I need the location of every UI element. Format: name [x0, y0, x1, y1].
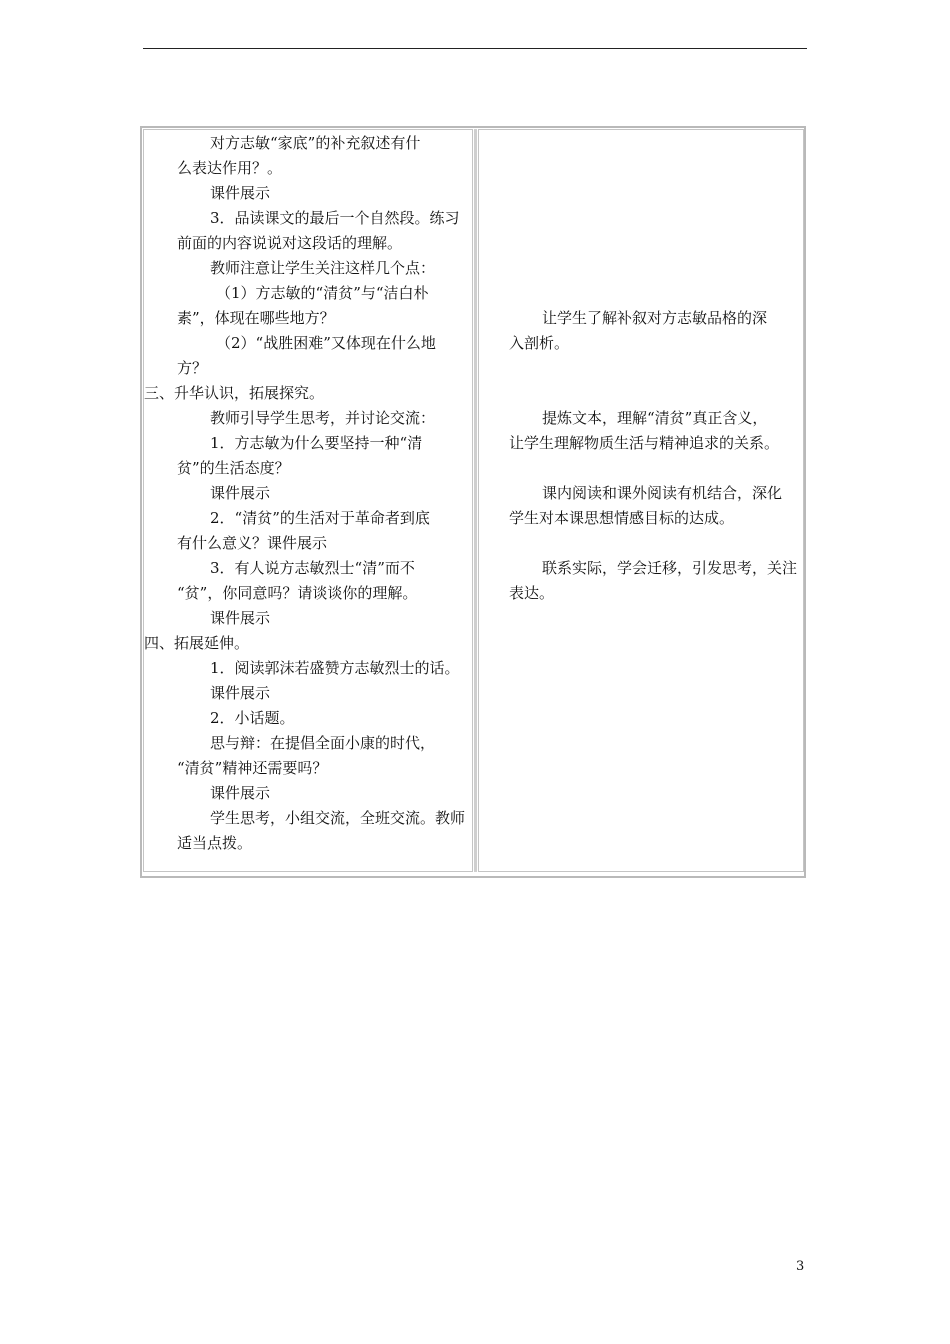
text-line: 对方志敏“家底”的补充叙述有什 [210, 134, 421, 152]
text-line: 课内阅读和课外阅读有机结合，深化 [542, 484, 783, 502]
text-line: 教师注意让学生关注这样几个点： [210, 259, 436, 277]
text-line: 1．方志敏为什么要坚持一种“清 [210, 434, 423, 452]
text-line: 思与辩：在提倡全面小康的时代， [210, 734, 436, 752]
text-line: 课件展示 [210, 609, 271, 627]
text-line: 教师引导学生思考，并讨论交流： [210, 409, 436, 427]
text-line: 适当点拨。 [177, 834, 253, 852]
text-line: 课件展示 [210, 684, 271, 702]
text-line: （1）方志敏的“清贫”与“洁白朴 [216, 284, 429, 302]
text-line: 入剖析。 [509, 334, 570, 352]
header-rule [143, 48, 807, 49]
text-line: 有什么意义？课件展示 [177, 534, 328, 552]
section-heading: 四、拓展延伸。 [144, 634, 250, 652]
text-line: 前面的内容说说对这段话的理解。 [177, 234, 403, 252]
text-line: 学生思考，小组交流，全班交流。教师 [210, 809, 466, 827]
text-line: 么表达作用？。 [177, 159, 283, 177]
text-line: 素”，体现在哪些地方？ [177, 309, 335, 327]
page-number: 3 [796, 1259, 805, 1274]
section-heading: 三、升华认识，拓展探究。 [144, 384, 325, 402]
text-line: 3．品读课文的最后一个自然段。练习 [210, 209, 460, 227]
text-line: “贫”，你同意吗？请谈谈你的理解。 [177, 584, 418, 602]
text-line: 贫”的生活态度？ [177, 459, 290, 477]
text-line: 学生对本课思想情感目标的达成。 [509, 509, 735, 527]
text-line: “清贫”精神还需要吗？ [177, 759, 328, 777]
text-line: 让学生理解物质生活与精神追求的关系。 [509, 434, 780, 452]
text-line: 课件展示 [210, 484, 271, 502]
text-line: 让学生了解补叙对方志敏品格的深 [542, 309, 768, 327]
text-line: 课件展示 [210, 184, 271, 202]
text-line: 课件展示 [210, 784, 271, 802]
text-line: 2．“清贫”的生活对于革命者到底 [210, 509, 430, 527]
column-divider [474, 129, 477, 872]
text-line: 表达。 [509, 584, 555, 602]
text-line: 联系实际，学会迁移，引发思考，关注 [542, 559, 798, 577]
text-line: 提炼文本，理解“清贫”真正含义， [542, 409, 768, 427]
text-line: 3．有人说方志敏烈士“清”而不 [210, 559, 415, 577]
text-line: 方？ [177, 359, 208, 377]
text-line: （2）“战胜困难”又体现在什么地 [216, 334, 436, 352]
text-line: 2．小话题。 [210, 709, 295, 727]
text-line: 1．阅读郭沫若盛赞方志敏烈士的话。 [210, 659, 460, 677]
